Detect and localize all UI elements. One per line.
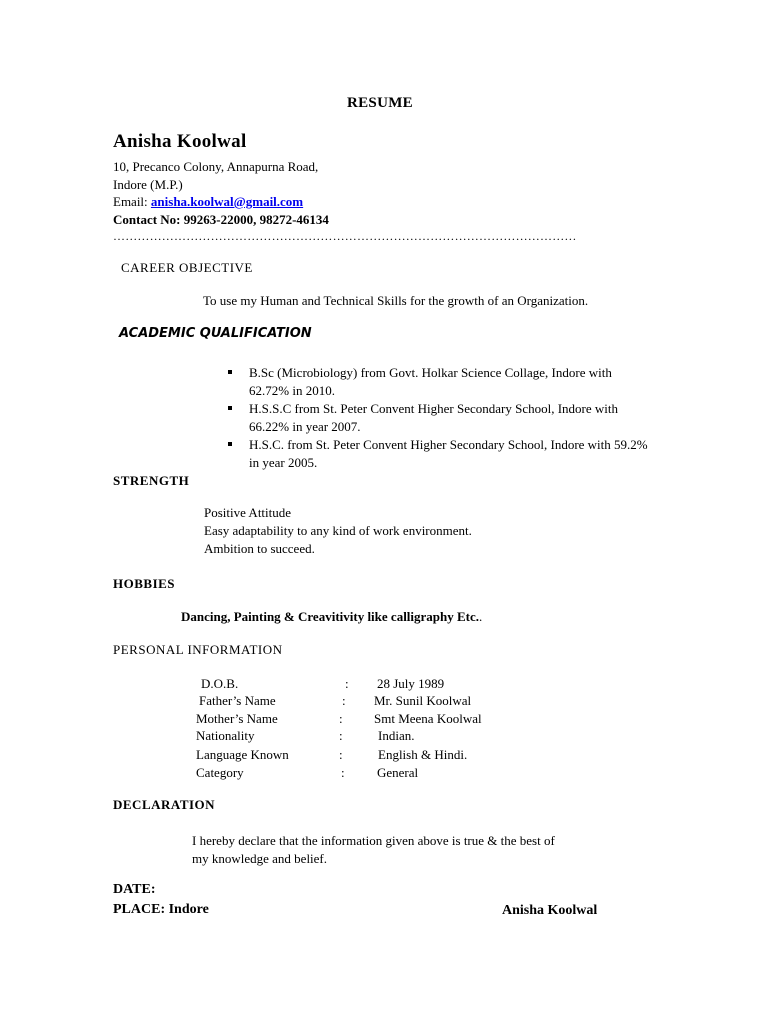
hobbies-row: [181, 608, 482, 625]
declaration-line-1: I hereby declare that the information given above is true & the best of: [192, 833, 555, 848]
signature-name: Anisha Koolwal: [502, 903, 598, 918]
hobbies-heading: HOBBIES: [113, 576, 176, 591]
nationality-sep: :: [339, 728, 343, 743]
language-value: English & Hindi.: [378, 747, 468, 762]
bullet-icon: [228, 370, 232, 374]
candidate-name: Anisha Koolwal: [113, 131, 247, 152]
category-sep: :: [341, 765, 345, 780]
address-line-1: 10, Precanco Colony, Annapurna Road,: [113, 159, 319, 174]
declaration-heading: DECLARATION: [113, 797, 216, 812]
academic-list: [228, 364, 648, 472]
mother-name-label: Mother’s Name: [196, 711, 278, 726]
hobbies-trailing-dot: .: [479, 609, 483, 624]
email-row: [113, 193, 303, 210]
contact-number: Contact No: 99263-22000, 98272-46134: [113, 212, 329, 227]
father-name-sep: :: [342, 693, 346, 708]
father-name-label: Father’s Name: [199, 693, 276, 708]
strength-item: Ambition to succeed.: [204, 541, 315, 556]
email-label: Email:: [113, 194, 148, 209]
resume-heading: RESUME: [347, 95, 413, 111]
address-line-2: Indore (M.P.): [113, 177, 183, 192]
language-label: Language Known: [196, 747, 289, 762]
academic-item-text: B.Sc (Microbiology) from Govt. Holkar Science Collage, Indore with 62.72% in 2010.: [249, 365, 612, 398]
list-item: [228, 364, 648, 399]
mother-name-sep: :: [339, 711, 343, 726]
separator-line: ……………………………………………………………………………………………………: [113, 229, 577, 243]
email-link[interactable]: anisha.koolwal@gmail.com: [150, 194, 304, 209]
list-item: [228, 400, 648, 435]
career-objective-heading: CAREER OBJECTIVE: [121, 260, 253, 275]
category-value: General: [377, 765, 419, 780]
hobbies-text: Dancing, Painting & Creavitivity like calligraphy Etc.: [181, 609, 480, 624]
academic-heading: ACADEMIC QUALIFICATION: [119, 326, 312, 341]
strength-heading: STRENGTH: [113, 473, 190, 488]
declaration-line-2: my knowledge and belief.: [192, 851, 328, 866]
career-objective-text: To use my Human and Technical Skills for the growth of an Organization.: [203, 293, 589, 308]
dob-value: 28 July 1989: [377, 676, 445, 691]
academic-item-text: H.S.S.C from St. Peter Convent Higher Secondary School, Indore with 66.22% in year 2007.: [249, 401, 619, 434]
bullet-icon: [228, 442, 232, 446]
language-sep: :: [339, 747, 343, 762]
strength-item: Positive Attitude: [204, 505, 292, 520]
father-name-value: Mr. Sunil Koolwal: [374, 693, 472, 708]
strength-item: Easy adaptability to any kind of work environment.: [204, 523, 472, 538]
personal-info-heading: PERSONAL INFORMATION: [113, 642, 283, 657]
dob-label: D.O.B.: [201, 676, 239, 691]
nationality-label: Nationality: [196, 728, 255, 743]
category-label: Category: [196, 765, 244, 780]
place-label: PLACE: Indore: [113, 902, 209, 917]
date-label: DATE:: [113, 882, 156, 897]
mother-name-value: Smt Meena Koolwal: [374, 711, 482, 726]
list-item: [228, 436, 648, 471]
bullet-icon: [228, 406, 232, 410]
academic-item-text: H.S.C. from St. Peter Convent Higher Secondary School, Indore with 59.2% in year 2005.: [249, 437, 648, 470]
dob-sep: :: [345, 676, 349, 691]
nationality-value: Indian.: [378, 728, 415, 743]
